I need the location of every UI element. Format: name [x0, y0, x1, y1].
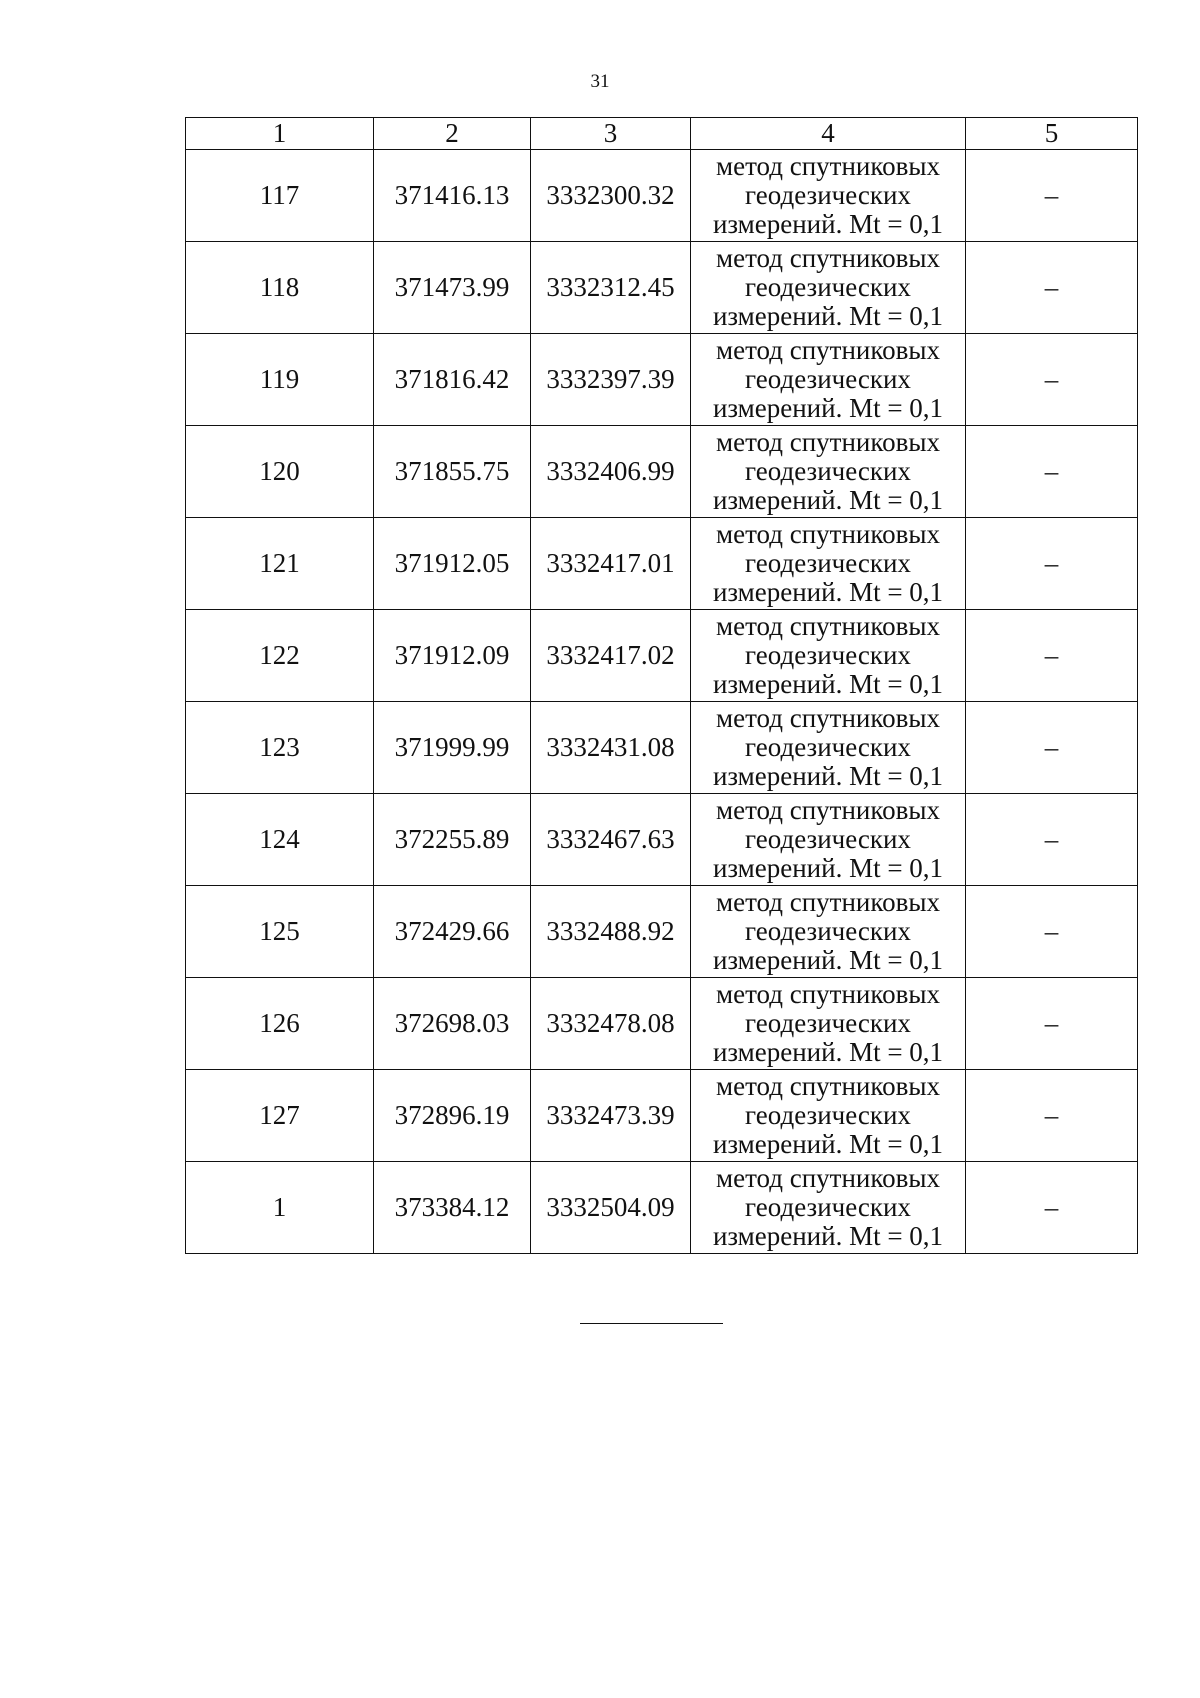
table-body — [186, 150, 1138, 1254]
x-coordinate-cell: 371816.42 — [374, 334, 531, 426]
x-coordinate-cell: 371912.09 — [374, 610, 531, 702]
column-header-4: 4 — [691, 118, 966, 150]
point-number-cell: 125 — [186, 886, 374, 978]
method-text-line: измерений. Mt = 0,1 — [712, 1221, 944, 1251]
method-text-line: геодезических — [745, 640, 911, 670]
table-row — [186, 242, 1138, 334]
method-text-line: метод спутниковых — [716, 703, 940, 733]
method-text-line: метод спутниковых — [716, 795, 940, 825]
x-coordinate-cell: 371912.05 — [374, 518, 531, 610]
table-row — [186, 518, 1138, 610]
column-header-1: 1 — [186, 118, 374, 150]
point-number-cell: 127 — [186, 1070, 374, 1162]
method-cell — [691, 702, 966, 794]
method-text-line: геодезических — [745, 732, 911, 762]
y-coordinate-cell: 3332312.45 — [531, 242, 691, 334]
description-cell: – — [966, 702, 1138, 794]
x-coordinate-cell: 372255.89 — [374, 794, 531, 886]
column-header-2: 2 — [374, 118, 531, 150]
y-coordinate-cell: 3332467.63 — [531, 794, 691, 886]
method-cell — [691, 978, 966, 1070]
y-coordinate-cell: 3332417.02 — [531, 610, 691, 702]
point-number-cell: 119 — [186, 334, 374, 426]
x-coordinate-cell: 371473.99 — [374, 242, 531, 334]
method-text-line: геодезических — [745, 916, 911, 946]
table-row — [186, 334, 1138, 426]
method-text-line: метод спутниковых — [716, 151, 940, 181]
table-row — [186, 978, 1138, 1070]
method-cell — [691, 610, 966, 702]
table-row — [186, 150, 1138, 242]
description-cell: – — [966, 518, 1138, 610]
point-number-cell: 1 — [186, 1162, 374, 1254]
x-coordinate-cell: 372429.66 — [374, 886, 531, 978]
y-coordinate-cell: 3332417.01 — [531, 518, 691, 610]
y-coordinate-cell: 3332300.32 — [531, 150, 691, 242]
table-row — [186, 794, 1138, 886]
method-text-line: измерений. Mt = 0,1 — [712, 1037, 944, 1067]
point-number-cell: 126 — [186, 978, 374, 1070]
method-text-line: геодезических — [745, 1192, 911, 1222]
y-coordinate-cell: 3332488.92 — [531, 886, 691, 978]
method-text-line: измерений. Mt = 0,1 — [712, 853, 944, 883]
method-text-line: геодезических — [745, 272, 911, 302]
method-text-line: метод спутниковых — [716, 979, 940, 1009]
page-number: 31 — [590, 71, 610, 92]
method-text-line: метод спутниковых — [716, 335, 940, 365]
method-cell — [691, 1162, 966, 1254]
x-coordinate-cell: 371999.99 — [374, 702, 531, 794]
method-text-line: геодезических — [745, 364, 911, 394]
method-cell — [691, 886, 966, 978]
method-text-line: метод спутниковых — [716, 427, 940, 457]
description-cell: – — [966, 426, 1138, 518]
description-cell: – — [966, 334, 1138, 426]
x-coordinate-cell: 371855.75 — [374, 426, 531, 518]
table-row — [186, 426, 1138, 518]
header-row — [186, 118, 1138, 150]
y-coordinate-cell: 3332473.39 — [531, 1070, 691, 1162]
method-cell — [691, 794, 966, 886]
coordinates-table — [185, 117, 1138, 1254]
method-text-line: геодезических — [745, 1100, 911, 1130]
method-text-line: метод спутниковых — [716, 887, 940, 917]
method-text-line: измерений. Mt = 0,1 — [712, 945, 944, 975]
description-cell: – — [966, 150, 1138, 242]
method-cell — [691, 242, 966, 334]
method-text-line: геодезических — [745, 180, 911, 210]
description-cell: – — [966, 794, 1138, 886]
method-text-line: измерений. Mt = 0,1 — [712, 485, 944, 515]
method-text-line: метод спутниковых — [716, 519, 940, 549]
method-cell — [691, 1070, 966, 1162]
column-header-3: 3 — [531, 118, 691, 150]
point-number-cell: 118 — [186, 242, 374, 334]
method-cell — [691, 426, 966, 518]
end-separator-line — [580, 1323, 723, 1324]
description-cell: – — [966, 1070, 1138, 1162]
method-text-line: измерений. Mt = 0,1 — [712, 209, 944, 239]
method-text-line: метод спутниковых — [716, 611, 940, 641]
method-text-line: геодезических — [745, 1008, 911, 1038]
method-text-line: измерений. Mt = 0,1 — [712, 301, 944, 331]
method-cell — [691, 334, 966, 426]
method-text-line: геодезических — [745, 824, 911, 854]
point-number-cell: 120 — [186, 426, 374, 518]
method-text-line: измерений. Mt = 0,1 — [712, 577, 944, 607]
y-coordinate-cell: 3332431.08 — [531, 702, 691, 794]
x-coordinate-cell: 372896.19 — [374, 1070, 531, 1162]
table-row — [186, 1162, 1138, 1254]
description-cell: – — [966, 886, 1138, 978]
column-header-5: 5 — [966, 118, 1138, 150]
x-coordinate-cell: 372698.03 — [374, 978, 531, 1070]
table-row — [186, 610, 1138, 702]
method-text-line: измерений. Mt = 0,1 — [712, 393, 944, 423]
method-text-line: метод спутниковых — [716, 1163, 940, 1193]
method-text-line: измерений. Mt = 0,1 — [712, 669, 944, 699]
point-number-cell: 124 — [186, 794, 374, 886]
table-row — [186, 702, 1138, 794]
table-row — [186, 1070, 1138, 1162]
description-cell: – — [966, 610, 1138, 702]
method-text-line: измерений. Mt = 0,1 — [712, 761, 944, 791]
point-number-cell: 117 — [186, 150, 374, 242]
method-text-line: метод спутниковых — [716, 243, 940, 273]
description-cell: – — [966, 242, 1138, 334]
x-coordinate-cell: 373384.12 — [374, 1162, 531, 1254]
method-cell — [691, 518, 966, 610]
method-text-line: метод спутниковых — [716, 1071, 940, 1101]
y-coordinate-cell: 3332504.09 — [531, 1162, 691, 1254]
method-text-line: измерений. Mt = 0,1 — [712, 1129, 944, 1159]
point-number-cell: 121 — [186, 518, 374, 610]
method-text-line: геодезических — [745, 456, 911, 486]
y-coordinate-cell: 3332406.99 — [531, 426, 691, 518]
x-coordinate-cell: 371416.13 — [374, 150, 531, 242]
method-cell — [691, 150, 966, 242]
point-number-cell: 123 — [186, 702, 374, 794]
method-text-line: геодезических — [745, 548, 911, 578]
point-number-cell: 122 — [186, 610, 374, 702]
description-cell: – — [966, 978, 1138, 1070]
y-coordinate-cell: 3332478.08 — [531, 978, 691, 1070]
description-cell: – — [966, 1162, 1138, 1254]
table-row — [186, 886, 1138, 978]
y-coordinate-cell: 3332397.39 — [531, 334, 691, 426]
